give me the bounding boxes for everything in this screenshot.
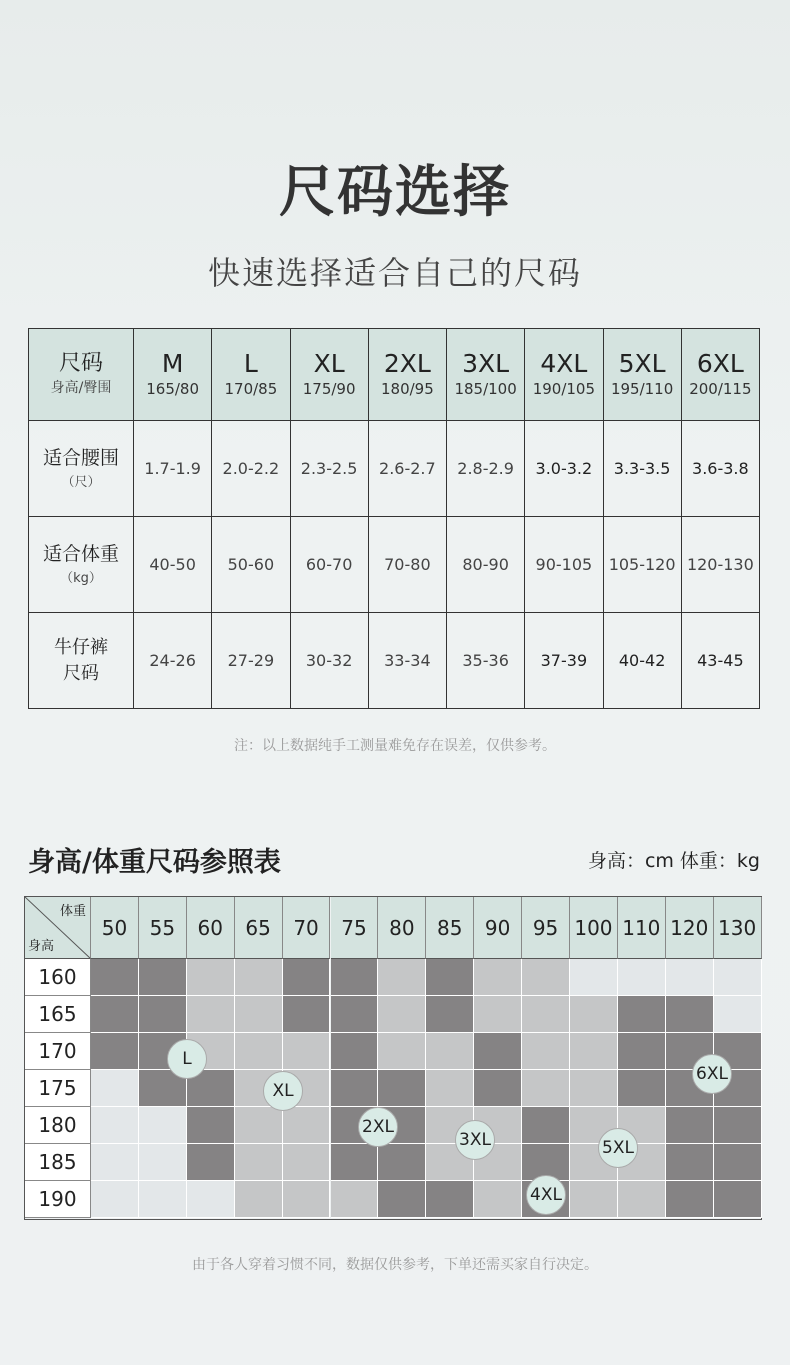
chart-title: 身高/体重尺码参照表 xyxy=(28,847,281,878)
chart-cell xyxy=(91,1033,139,1070)
weight-value: 120-130 xyxy=(681,517,759,613)
size-badge: XL xyxy=(263,1071,303,1111)
chart-cell xyxy=(474,1070,522,1107)
chart-cell xyxy=(666,1181,714,1218)
page-title: 尺码选择 xyxy=(279,160,511,225)
waist-value: 3.3-3.5 xyxy=(603,421,681,517)
jeans-value: 37-39 xyxy=(525,613,603,709)
chart-cell xyxy=(522,996,570,1033)
chart-cell xyxy=(426,1033,474,1070)
chart-cell xyxy=(714,959,762,996)
chart-cell xyxy=(235,959,283,996)
chart-cell xyxy=(522,1033,570,1070)
chart-cell xyxy=(714,1144,762,1181)
chart-cell xyxy=(618,1181,666,1218)
jeans-row xyxy=(29,613,760,709)
size-col-6xl: 6XL 200/115 xyxy=(681,329,759,421)
weight-header: 95 xyxy=(522,897,570,959)
chart-cell xyxy=(187,1144,235,1181)
chart-cell xyxy=(666,959,714,996)
weight-value: 40-50 xyxy=(134,517,212,613)
waist-value: 1.7-1.9 xyxy=(134,421,212,517)
chart-cell xyxy=(474,1033,522,1070)
chart-cell xyxy=(187,1107,235,1144)
chart-cell xyxy=(91,1107,139,1144)
chart-cell xyxy=(331,1144,379,1181)
height-label: 190 xyxy=(25,1181,91,1218)
chart-cell xyxy=(283,996,331,1033)
chart-cell xyxy=(283,1181,331,1218)
chart-cell xyxy=(378,1144,426,1181)
weight-value: 90-105 xyxy=(525,517,603,613)
weight-header: 55 xyxy=(139,897,187,959)
chart-cell xyxy=(283,1107,331,1144)
chart-cell xyxy=(522,1107,570,1144)
measurement-note: 注：以上数据纯手工测量难免存在误差，仅供参考。 xyxy=(234,738,556,754)
weight-header: 100 xyxy=(570,897,618,959)
size-badge: 4XL xyxy=(526,1175,566,1215)
size-badge: 6XL xyxy=(692,1054,732,1094)
waist-row-label: 适合腰围 （尺） xyxy=(29,421,134,517)
chart-cell xyxy=(283,1144,331,1181)
chart-cell xyxy=(139,1107,187,1144)
size-col-xl: XL 175/90 xyxy=(290,329,368,421)
chart-cell xyxy=(618,1033,666,1070)
chart-cell xyxy=(570,996,618,1033)
chart-cell xyxy=(666,1107,714,1144)
chart-cell xyxy=(187,996,235,1033)
waist-row xyxy=(29,421,760,517)
chart-cell xyxy=(187,959,235,996)
weight-header: 75 xyxy=(331,897,379,959)
size-table-header-row xyxy=(29,329,760,421)
size-col-5xl: 5XL 195/110 xyxy=(603,329,681,421)
chart-cell xyxy=(91,996,139,1033)
weight-value: 80-90 xyxy=(447,517,525,613)
waist-value: 3.0-3.2 xyxy=(525,421,603,517)
jeans-value: 30-32 xyxy=(290,613,368,709)
chart-cell xyxy=(570,959,618,996)
chart-cell xyxy=(91,959,139,996)
weight-header: 65 xyxy=(235,897,283,959)
disclaimer-note: 由于各人穿着习惯不同，数据仅供参考，下单还需买家自行决定。 xyxy=(192,1257,598,1273)
chart-cell xyxy=(187,1181,235,1218)
chart-cell xyxy=(714,1107,762,1144)
chart-cell xyxy=(378,996,426,1033)
weight-value: 60-70 xyxy=(290,517,368,613)
chart-cell xyxy=(331,1033,379,1070)
chart-cell xyxy=(426,996,474,1033)
chart-cell xyxy=(522,959,570,996)
chart-cell xyxy=(139,1181,187,1218)
chart-cell xyxy=(570,1181,618,1218)
chart-cell xyxy=(522,1070,570,1107)
size-header-label: 尺码 身高/臀围 xyxy=(29,329,134,421)
size-col-3xl: 3XL 185/100 xyxy=(447,329,525,421)
chart-cell xyxy=(378,1070,426,1107)
corner-weight-label: 体重 xyxy=(59,904,86,919)
waist-value: 2.8-2.9 xyxy=(447,421,525,517)
chart-cell xyxy=(426,1181,474,1218)
chart-cell xyxy=(91,1181,139,1218)
chart-cell xyxy=(474,996,522,1033)
chart-cell xyxy=(426,959,474,996)
size-badge: 2XL xyxy=(358,1107,398,1147)
jeans-value: 33-34 xyxy=(368,613,446,709)
height-label: 185 xyxy=(25,1144,91,1181)
size-col-m: M 165/80 xyxy=(134,329,212,421)
height-label: 160 xyxy=(25,959,91,996)
corner-height-label: 身高 xyxy=(28,939,55,954)
chart-cell xyxy=(331,1181,379,1218)
jeans-value: 24-26 xyxy=(134,613,212,709)
weight-value: 105-120 xyxy=(603,517,681,613)
chart-cell xyxy=(714,1181,762,1218)
waist-value: 3.6-3.8 xyxy=(681,421,759,517)
chart-cell xyxy=(618,1070,666,1107)
weight-header: 60 xyxy=(187,897,235,959)
chart-cell xyxy=(426,1070,474,1107)
chart-cell xyxy=(235,1181,283,1218)
size-col-2xl: 2XL 180/95 xyxy=(368,329,446,421)
weight-header: 90 xyxy=(474,897,522,959)
height-weight-chart xyxy=(24,896,762,1220)
chart-cell xyxy=(283,1033,331,1070)
weight-row-label: 适合体重 （kg） xyxy=(29,517,134,613)
chart-cell xyxy=(139,959,187,996)
weight-header: 120 xyxy=(666,897,714,959)
size-col-l: L 170/85 xyxy=(212,329,290,421)
weight-header: 85 xyxy=(426,897,474,959)
waist-value: 2.0-2.2 xyxy=(212,421,290,517)
chart-corner xyxy=(25,897,91,959)
page-subtitle: 快速选择适合自己的尺码 xyxy=(207,254,582,292)
chart-cell xyxy=(91,1144,139,1181)
jeans-row-label: 牛仔裤 尺码 xyxy=(29,613,134,709)
height-label: 165 xyxy=(25,996,91,1033)
weight-header: 130 xyxy=(714,897,762,959)
chart-cell xyxy=(570,1033,618,1070)
waist-value: 2.3-2.5 xyxy=(290,421,368,517)
jeans-value: 40-42 xyxy=(603,613,681,709)
chart-cell xyxy=(474,1181,522,1218)
chart-cell xyxy=(235,1033,283,1070)
chart-cell xyxy=(666,996,714,1033)
chart-cell xyxy=(235,1144,283,1181)
chart-cell xyxy=(331,959,379,996)
chart-cell xyxy=(378,959,426,996)
chart-cell xyxy=(570,1070,618,1107)
weight-header: 80 xyxy=(378,897,426,959)
chart-cell xyxy=(714,996,762,1033)
size-table xyxy=(28,328,760,709)
chart-cell xyxy=(474,959,522,996)
height-label: 180 xyxy=(25,1107,91,1144)
weight-header: 110 xyxy=(618,897,666,959)
chart-cell xyxy=(91,1070,139,1107)
weight-value: 70-80 xyxy=(368,517,446,613)
chart-cell xyxy=(666,1144,714,1181)
weight-header: 70 xyxy=(283,897,331,959)
weight-header: 50 xyxy=(91,897,139,959)
size-col-4xl: 4XL 190/105 xyxy=(525,329,603,421)
chart-cell xyxy=(618,996,666,1033)
chart-cell xyxy=(235,996,283,1033)
waist-value: 2.6-2.7 xyxy=(368,421,446,517)
chart-cell xyxy=(139,996,187,1033)
chart-unit: 身高：cm 体重：kg xyxy=(587,850,760,872)
jeans-value: 35-36 xyxy=(447,613,525,709)
weight-row xyxy=(29,517,760,613)
chart-cell xyxy=(378,1033,426,1070)
weight-value: 50-60 xyxy=(212,517,290,613)
jeans-value: 43-45 xyxy=(681,613,759,709)
size-badge: L xyxy=(167,1039,207,1079)
chart-cell xyxy=(283,959,331,996)
chart-cell xyxy=(331,996,379,1033)
height-label: 175 xyxy=(25,1070,91,1107)
chart-cell xyxy=(618,959,666,996)
size-badge: 3XL xyxy=(455,1120,495,1160)
size-badge: 5XL xyxy=(598,1128,638,1168)
height-label: 170 xyxy=(25,1033,91,1070)
chart-cell xyxy=(139,1144,187,1181)
chart-cell xyxy=(331,1070,379,1107)
chart-cell xyxy=(378,1181,426,1218)
jeans-value: 27-29 xyxy=(212,613,290,709)
chart-cell xyxy=(235,1107,283,1144)
